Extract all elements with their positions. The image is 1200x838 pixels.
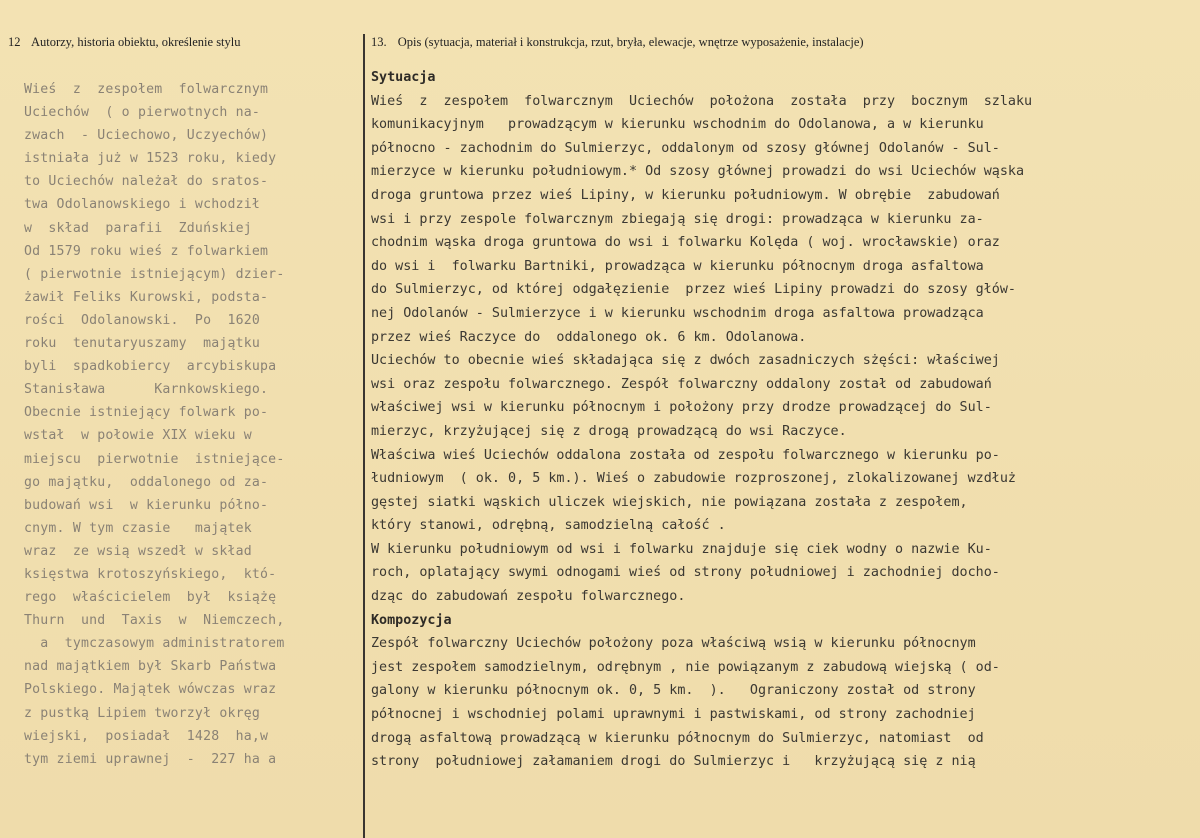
- history-text-line: zwach - Uciechowo, Uczyechów): [24, 128, 269, 144]
- section-heading: Sytuacja: [371, 70, 436, 85]
- description-text-line: jest zespołem samodzielnym, odrębnym , nie powiązanym z zabudową wiejską ( od-: [371, 659, 1000, 675]
- history-text-line: cnym. W tym czasie majątek: [24, 520, 252, 536]
- description-text-line: przez wieś Raczyce do oddalonego ok. 6 km. Odolanowa.: [371, 329, 807, 345]
- history-text-line: wstał w połowie XIX wieku w: [24, 428, 252, 444]
- history-text-line: byli spadkobiercy arcybiskupa: [24, 359, 277, 375]
- right-header-number: 13.: [371, 35, 387, 49]
- history-text-line: to Uciechów należał do sratos-: [24, 174, 269, 190]
- description-text-line: dząc do zabudowań zespołu folwarcznego.: [371, 589, 686, 605]
- history-text-line: Od 1579 roku wieś z folwarkiem: [24, 243, 269, 259]
- left-column-header: [8, 35, 241, 50]
- right-column-header: [371, 35, 864, 50]
- history-text-line: Thurn und Taxis w Niemczech,: [24, 613, 285, 629]
- history-text-line: w skład parafii Zduńskiej: [24, 220, 252, 236]
- history-text-line: roku tenutaryuszamy majątku: [24, 336, 261, 352]
- description-text-line: Wieś z zespołem folwarcznym Uciechów położona została przy bocznym szlaku: [371, 93, 1033, 109]
- section-heading: Kompozycja: [371, 612, 452, 628]
- history-text-line: ( pierwotnie istniejącym) dzier-: [24, 266, 285, 282]
- description-text-line: wsi i przy zespole folwarcznym zbiegają się drogi: prowadząca w kierunku za-: [371, 211, 984, 227]
- history-text-line: Stanisława Karnkowskiego.: [24, 382, 269, 398]
- history-text-column: [24, 78, 356, 771]
- left-header-title: Autorzy, historia obiektu, określenie stylu: [30, 35, 241, 49]
- column-divider: [363, 34, 365, 838]
- description-text-line: roch, oplatający swymi odnogami wieś od strony południowej i zachodniej docho-: [371, 565, 1000, 581]
- history-text-line: twa Odolanowskiego i wchodził: [24, 197, 261, 213]
- description-text-line: komunikacyjnym prowadzącym w kierunku wschodnim do Odolanowa, a w kierunku: [371, 117, 984, 133]
- history-text-line: tym ziemi uprawnej - 227 ha a: [24, 751, 277, 767]
- left-header-number: 12: [8, 35, 21, 49]
- history-text-line: nad majątkiem był Skarb Państwa: [24, 659, 277, 675]
- description-text-line: który stanowi, odrębną, samodzielną całość .: [371, 518, 726, 534]
- description-text-line: do Sulmierzyc, od której odgałęzienie przez wieś Lipiny prowadzi do szosy głów-: [371, 282, 1016, 298]
- description-text-line: Zespół folwarczny Uciechów położony poza właściwą wsią w kierunku północnym: [371, 636, 976, 652]
- history-text-line: Obecnie istniejący folwark po-: [24, 405, 269, 421]
- history-text-line: rości Odolanowski. Po 1620: [24, 312, 261, 328]
- description-text-line: strony południowej załamaniem drogi do Sulmierzyc i krzyżującą się z nią: [371, 754, 976, 770]
- description-text-line: droga gruntowa przez wieś Lipiny, w kierunku południowym. W obrębie zabudowań: [371, 187, 1000, 203]
- right-header-title: Opis (sytuacja, materiał i konstrukcja, rzut, bryła, elewacje, wnętrze wyposażenie, instalacje): [397, 35, 864, 49]
- history-text-line: rego właścicielem był książę: [24, 590, 277, 606]
- history-text-line: wiejski, posiadał 1428 ha,w: [24, 728, 269, 744]
- description-text-line: mierzyce w kierunku południowym.* Od szosy głównej prowadzi do wsi Uciechów wąska: [371, 164, 1025, 180]
- description-text-line: gęstej siatki wąskich uliczek wiejskich, nie powiązana została z zespołem,: [371, 494, 968, 510]
- description-text-line: drogą asfaltową prowadzącą w kierunku północnym do Sulmierzyc, natomiast od: [371, 730, 984, 746]
- history-text-line: z pustką Lipiem tworzył okręg: [24, 705, 261, 721]
- history-text-line: istniała już w 1523 roku, kiedy: [24, 151, 277, 167]
- description-text-line: galony w kierunku północnym ok. 0, 5 km. ). Ograniczony został od strony: [371, 683, 976, 699]
- history-text-line: a tymczasowym administratorem: [24, 636, 285, 652]
- description-text-line: właściwej wsi w kierunku północnym i położony przy drodze prowadzącej do Sul-: [371, 400, 992, 416]
- history-text-line: go majątku, oddalonego od za-: [24, 474, 269, 490]
- description-text-line: do wsi i folwarku Bartniki, prowadząca w kierunku północnym droga asfaltowa: [371, 258, 984, 274]
- description-text-line: północnej i wschodniej polami uprawnymi i pastwiskami, od strony zachodniej: [371, 707, 976, 723]
- description-text-line: północno - zachodnim do Sulmierzyc, oddalonym od szosy głównej Odolanów - Sul-: [371, 140, 1000, 156]
- description-text-line: Właściwa wieś Uciechów oddalona została od zespołu folwarcznego w kierunku po-: [371, 447, 1000, 463]
- history-text-line: Wieś z zespołem folwarcznym: [24, 82, 269, 97]
- history-text-line: budowań wsi w kierunku półno-: [24, 497, 269, 513]
- description-text-line: nej Odolanów - Sulmierzyce i w kierunku wschodnim droga asfaltowa prowadząca: [371, 305, 984, 321]
- description-text-line: mierzyc, krzyżującej się z drogą prowadzącą do wsi Raczyce.: [371, 423, 847, 439]
- history-text-line: księstwa krotoszyńskiego, któ-: [24, 566, 277, 582]
- history-text-line: miejscu pierwotnie istniejące-: [24, 451, 285, 467]
- description-text-line: chodnim wąska droga gruntowa do wsi i folwarku Kolęda ( woj. wrocławskie) oraz: [371, 235, 1000, 251]
- description-text-line: łudniowym ( ok. 0, 5 km.). Wieś o zabudowie rozproszonej, zlokalizowanej wzdłuż: [371, 471, 1016, 487]
- description-text-column: [371, 66, 1191, 774]
- description-text-line: Uciechów to obecnie wieś składająca się z dwóch zasadniczych sżęści: właściwej: [371, 353, 1000, 369]
- history-text-line: Uciechów ( o pierwotnych na-: [24, 105, 261, 121]
- description-text-line: W kierunku południowym od wsi i folwarku znajduje się ciek wodny o nazwie Ku-: [371, 541, 992, 557]
- history-text-line: Polskiego. Majątek wówczas wraz: [24, 682, 277, 698]
- history-text-line: wraz ze wsią wszedł w skład: [24, 543, 252, 559]
- description-text-line: wsi oraz zespołu folwarcznego. Zespół folwarczny oddalony został od zabudowań: [371, 376, 992, 392]
- history-text-line: żawił Feliks Kurowski, podsta-: [24, 289, 269, 305]
